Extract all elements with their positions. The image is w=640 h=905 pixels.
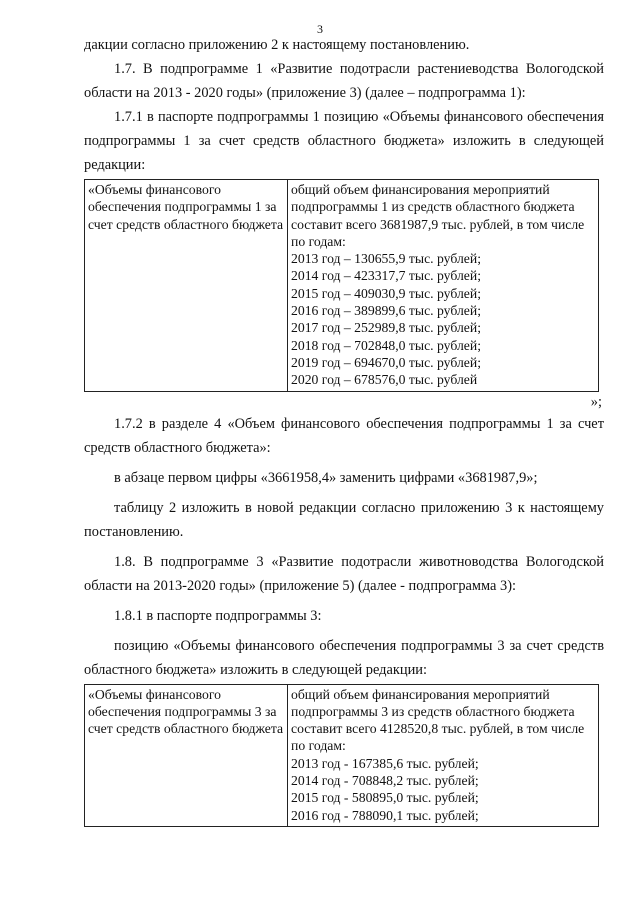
year-funding-item: 2018 год – 702848,0 тыс. рублей;: [291, 337, 481, 353]
year-funding-item: 2013 год - 167385,6 тыс. рублей;: [291, 755, 479, 771]
year-funding-item: 2015 год - 580895,0 тыс. рублей;: [291, 790, 479, 806]
table-row: [85, 684, 599, 826]
year-funding-item: 2015 год – 409030,9 тыс. рублей;: [291, 285, 481, 301]
funding-summary: общий объем финансирования мероприятий подпрограммы 3 из средств областного бюджета составит всего 4128520,8 тыс. рублей, в том числе по годам:: [291, 686, 585, 754]
paragraph-table-2: таблицу 2 изложить в новой редакции согласно приложению 3 к настоящему постановлению.: [84, 499, 604, 540]
table-cell-label: «Объемы финансового обеспечения подпрограммы 1 за счет средств областного бюджета: [85, 180, 288, 392]
page-number: 3: [317, 22, 323, 36]
closing-quote: »;: [590, 393, 602, 410]
year-funding-item: 2013 год – 130655,9 тыс. рублей;: [291, 251, 481, 267]
passport-table-subprogram-1: [84, 179, 599, 392]
year-funding-item: 2019 год – 694670,0 тыс. рублей;: [291, 354, 481, 370]
year-funding-item: 2014 год – 423317,7 тыс. рублей;: [291, 268, 481, 284]
paragraph-1-7-1: 1.7.1 в паспорте подпрограммы 1 позицию «Объемы финансового обеспечения подпрограммы 1 за счет средств областного бюджета» изложить в следующей редакции:: [84, 109, 604, 173]
passport-table-subprogram-3: [84, 684, 599, 827]
paragraph-position: позицию «Объемы финансового обеспечения подпрограммы 3 за счет средств областного бюджета» изложить в следующей редакции:: [84, 637, 604, 678]
paragraph-continuation: дакции согласно приложению 2 к настоящему постановлению.: [84, 37, 470, 53]
year-funding-item: 2016 год - 788090,1 тыс. рублей;: [291, 807, 479, 823]
year-funding-item: 2020 год – 678576,0 тыс. рублей: [291, 372, 478, 388]
paragraph-1-7-2: 1.7.2 в разделе 4 «Объем финансового обеспечения подпрограммы 1 за счет средств областного бюджета»:: [84, 415, 604, 456]
table-cell-value: [288, 684, 599, 826]
document-body: [84, 33, 604, 827]
funding-summary: общий объем финансирования мероприятий подпрограммы 1 из средств областного бюджета составит всего 3681987,9 тыс. рублей, в том числе по годам:: [291, 182, 585, 249]
year-funding-item: 2016 год – 389899,6 тыс. рублей;: [291, 303, 481, 319]
paragraph-replace-figures: в абзаце первом цифры «3661958,4» заменить цифрами «3681987,9»;: [114, 469, 538, 486]
paragraph-1-7: 1.7. В подпрограмме 1 «Развитие подотрасли растениеводства Вологодской области на 2013 - 2020 годы» (приложение 3) (далее – подпрограмма 1):: [84, 61, 604, 101]
year-funding-item: 2017 год – 252989,8 тыс. рублей;: [291, 320, 481, 336]
table-cell-label: «Объемы финансового обеспечения подпрограммы 3 за счет средств областного бюджета: [85, 684, 288, 826]
funding-by-year-list: [291, 755, 595, 824]
table-row: [85, 180, 599, 392]
paragraph-1-8-1: 1.8.1 в паспорте подпрограммы 3:: [114, 607, 322, 624]
funding-by-year-list: [291, 250, 595, 388]
year-funding-item: 2014 год - 708848,2 тыс. рублей;: [291, 773, 479, 789]
table-cell-value: [288, 180, 599, 392]
paragraph-1-8: 1.8. В подпрограмме 3 «Развитие подотрасли животноводства Вологодской области на 2013-2020 годы» (приложение 5) (далее - подпрограмма 3):: [84, 553, 604, 594]
